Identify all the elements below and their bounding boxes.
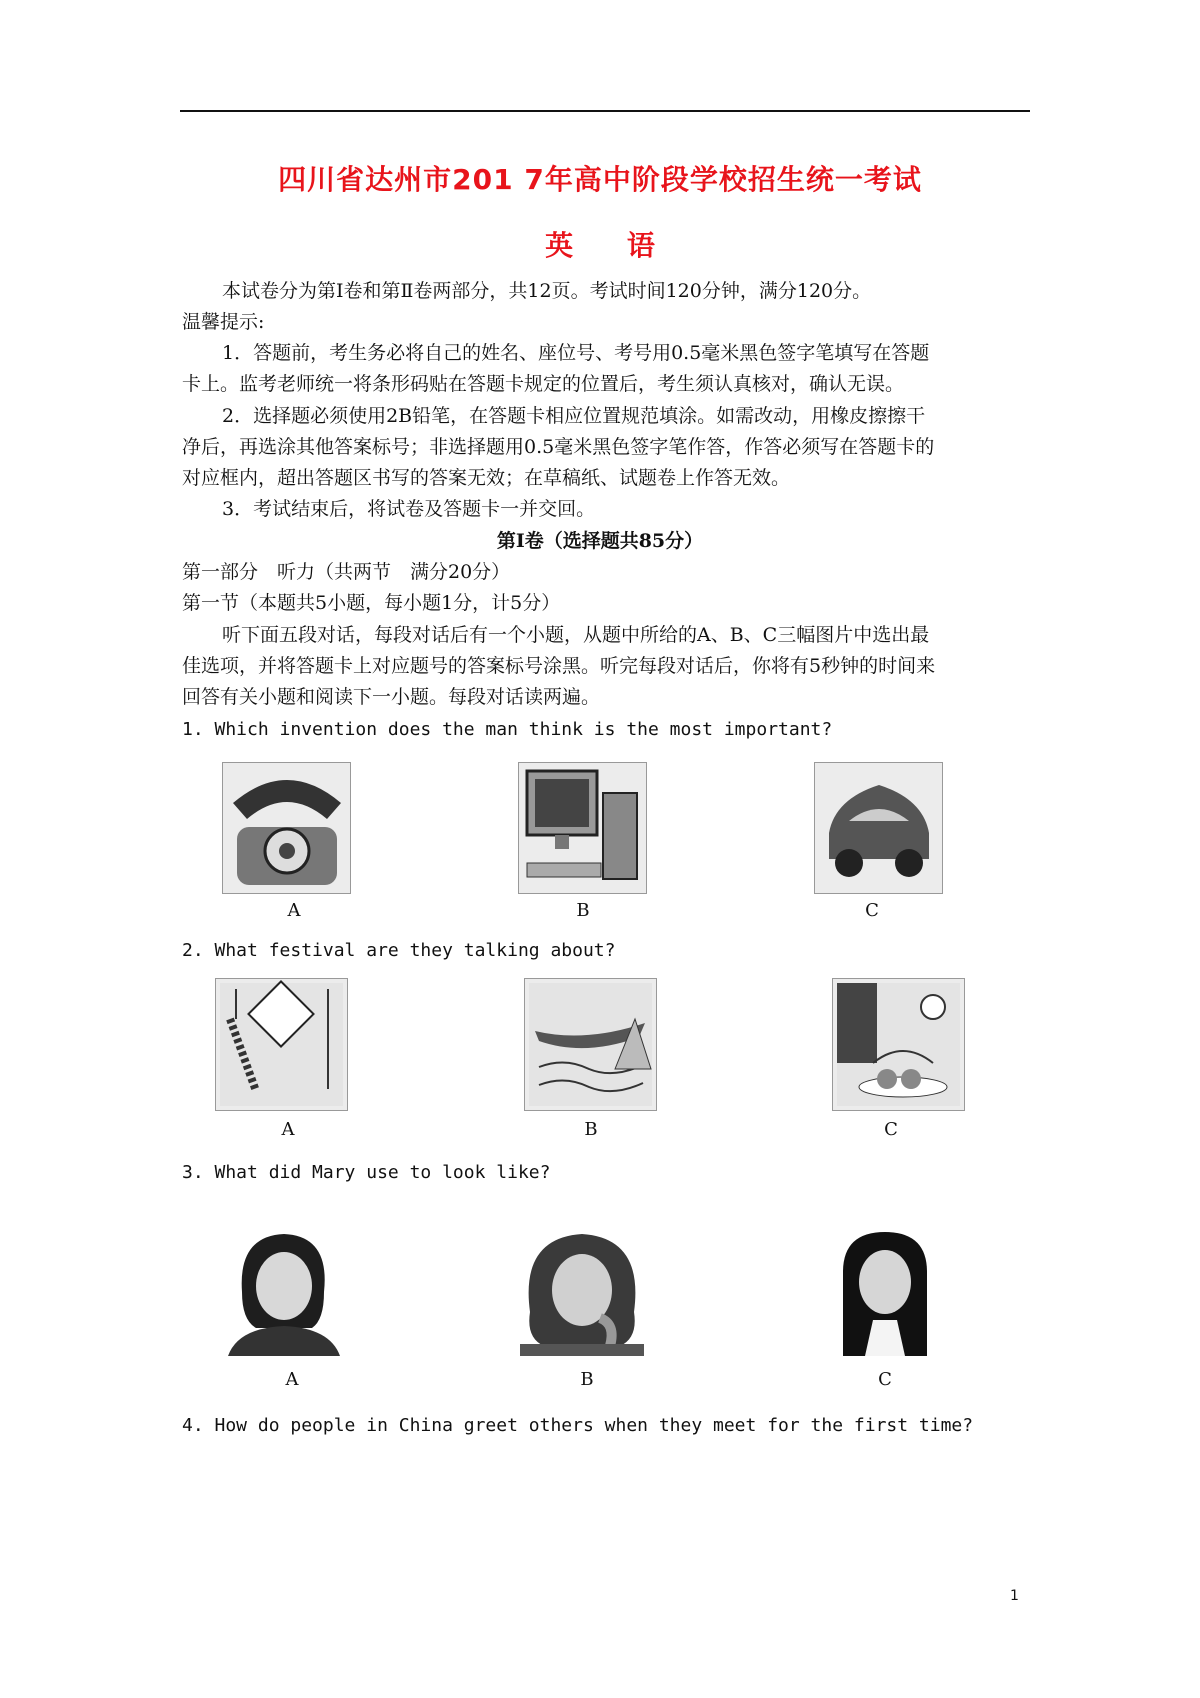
option-label: A [281,1119,295,1140]
tip-line: 1．答题前，考生务必将自己的姓名、座位号、考号用0.5毫米黑色签字笔填写在答题 [222,342,930,364]
instruction-line: 回答有关小题和阅读下一小题。每段对话读两遍。 [182,686,601,708]
option-label: B [576,900,590,921]
computer-image [518,762,647,894]
tips-heading: 温馨提示: [182,311,265,333]
option-label: A [285,1369,299,1390]
question-4: 4. How do people in China greet others when they meet for the first time? [182,1415,974,1436]
option-label: C [878,1369,892,1390]
volume-heading: 第Ⅰ卷（选择题共85分） [496,530,704,552]
curly-hair-woman-image [520,1228,644,1356]
question-2: 2. What festival are they talking about? [182,940,616,961]
option-label: B [580,1369,594,1390]
instruction-line: 佳选项，并将答题卡上对应题号的答案标号涂黑。听完每段对话后，你将有5秒钟的时间来 [182,655,936,677]
dragon-boat-image [524,978,657,1111]
option-label: C [865,900,879,921]
intro-line: 本试卷分为第Ⅰ卷和第Ⅱ卷两部分，共12页。考试时间120分钟，满分120分。 [222,280,872,302]
question-3: 3. What did Mary use to look like? [182,1162,551,1183]
spring-festival-image [215,978,348,1111]
telephone-image [222,762,351,894]
question-1: 1. Which invention does the man think is the most important? [182,719,833,740]
tip-line: 卡上。监考老师统一将条形码贴在答题卡规定的位置后，考生须认真核对，确认无误。 [182,373,905,395]
exam-title: 四川省达州市201 7年高中阶段学校招生统一考试 [278,163,922,196]
car-image [814,762,943,894]
instruction-line: 听下面五段对话，每段对话后有一个小题，从题中所给的A、B、C三幅图片中选出最 [222,624,930,646]
tip-line: 净后，再选涂其他答案标号；非选择题用0.5毫米黑色签字笔作答，作答必须写在答题卡的 [182,436,935,458]
tip-line: 2．选择题必须使用2B铅笔，在答题卡相应位置规范填涂。如需改动，用橡皮擦擦干 [222,405,926,427]
subject-title: 英 语 [545,229,677,262]
option-label: C [884,1119,898,1140]
option-label: A [287,900,301,921]
header-rule [180,110,1030,112]
tip-line: 3．考试结束后，将试卷及答题卡一并交回。 [222,498,596,520]
mid-autumn-image [832,978,965,1111]
subsection-heading: 第一节（本题共5小题，每小题1分，计5分） [182,592,561,614]
short-hair-woman-image [228,1228,340,1356]
page-number: 1 [1010,1588,1019,1604]
option-label: B [584,1119,598,1140]
part-heading: 第一部分 听力（共两节 满分20分） [182,561,511,583]
tip-line: 对应框内，超出答题区书写的答案无效；在草稿纸、试题卷上作答无效。 [182,467,791,489]
long-hair-woman-image [829,1228,942,1356]
